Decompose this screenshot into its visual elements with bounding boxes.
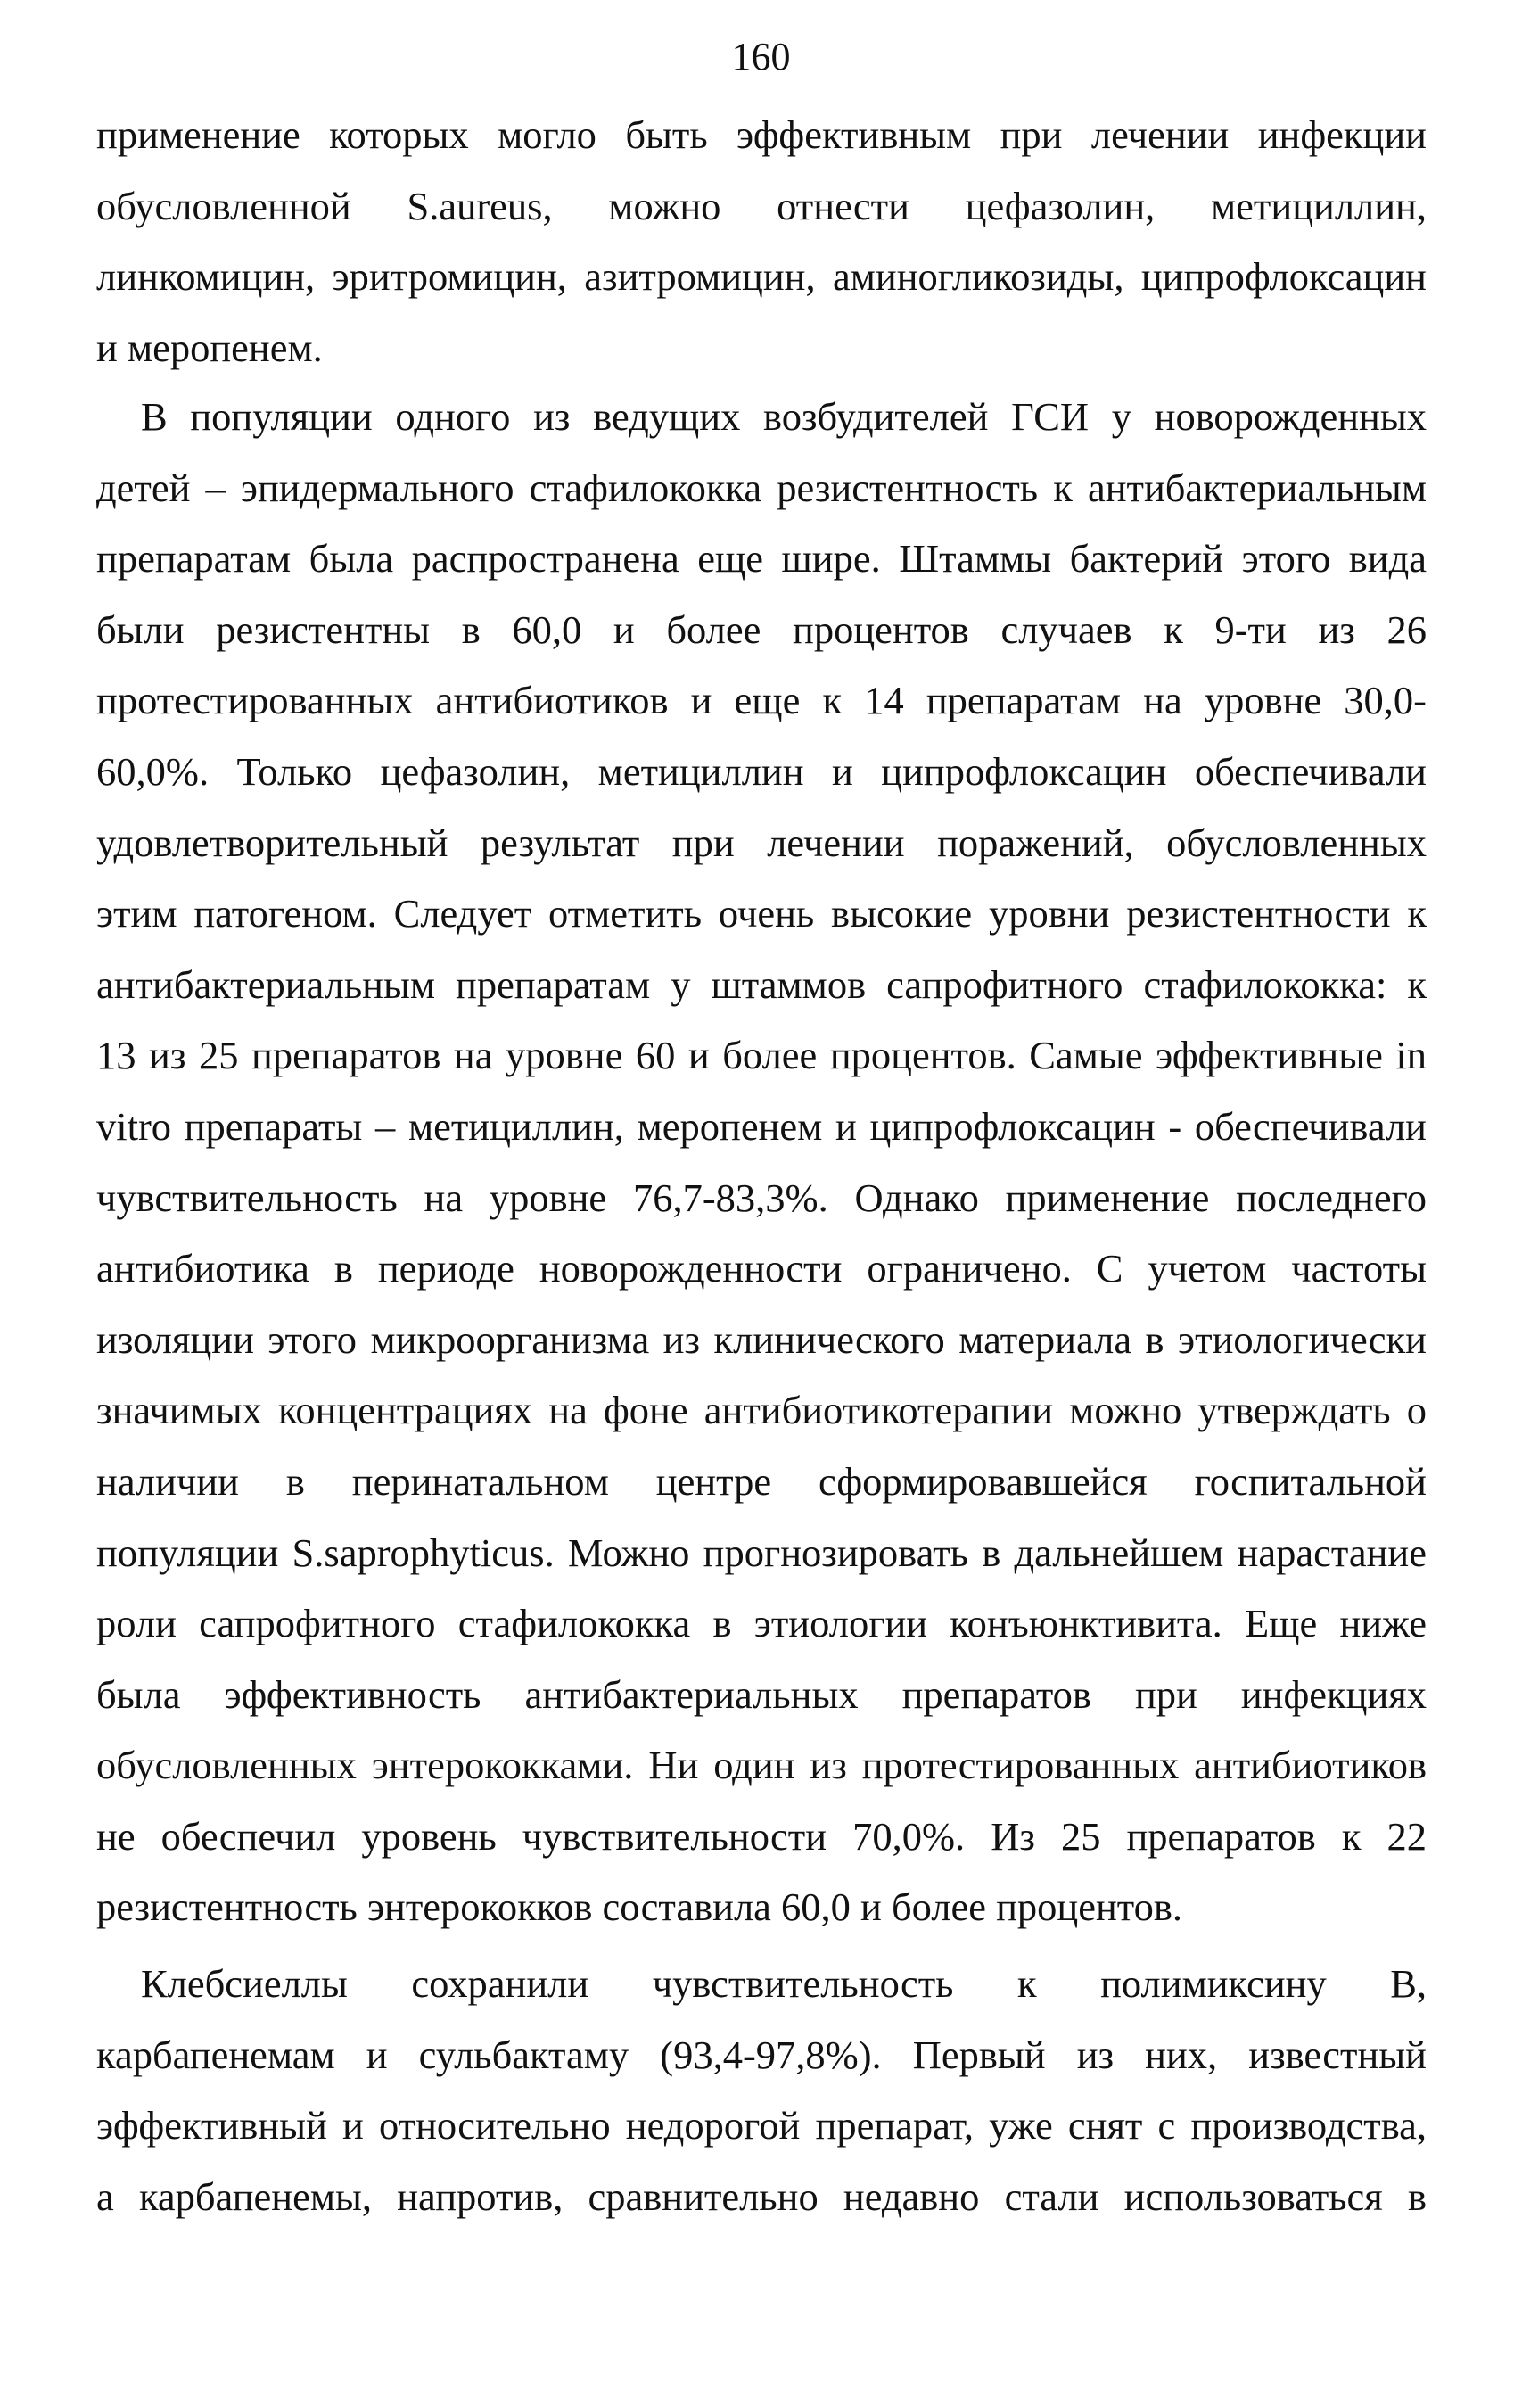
- paragraph-1: [96, 100, 1427, 383]
- text-line: 13 из 25 препаратов на уровне 60 и более процентов. Самые эффективные in: [96, 1033, 1427, 1078]
- text-line: антибиотика в периоде новорожденности ограничено. С учетом частоты: [96, 1246, 1427, 1291]
- text-line: была эффективность антибактериальных препаратов при инфекциях: [96, 1671, 1427, 1717]
- paragraph-3: [96, 1949, 1427, 2232]
- text-line: резистентность энтерококков составила 60,0 и более процентов.: [96, 1884, 1183, 1930]
- text-line: карбапенемам и сульбактаму (93,4-97,8%). Первый из них, известный: [96, 2032, 1427, 2077]
- text-line: применение которых могло быть эффективным при лечении инфекции: [96, 112, 1427, 157]
- text-line: обусловленных энтерококками. Ни один из протестированных антибиотиков: [96, 1743, 1427, 1788]
- text-line: Клебсиеллы сохранили чувствительность к полимиксину В,: [141, 1961, 1427, 2006]
- text-line: протестированных антибиотиков и еще к 14 препаратам на уровне 30,0-: [96, 678, 1427, 723]
- text-line: детей – эпидермального стафилококка резистентность к антибактериальным: [96, 465, 1427, 510]
- text-line: изоляции этого микроорганизма из клинического материала в этиологически: [96, 1316, 1427, 1362]
- paragraph-2: [96, 382, 1427, 1943]
- page-number: 160: [731, 35, 791, 78]
- text-line: В популяции одного из ведущих возбудителей ГСИ у новорожденных: [141, 394, 1427, 439]
- text-line: 60,0%. Только цефазолин, метициллин и ципрофлоксацин обеспечивали: [96, 748, 1427, 794]
- text-line: значимых концентрациях на фоне антибиотикотерапии можно утверждать о: [96, 1388, 1427, 1433]
- text-line: были резистентны в 60,0 и более процентов случаев к 9-ти из 26: [96, 606, 1427, 652]
- text-line: обусловленной S.aureus, можно отнести цефазолин, метициллин,: [96, 183, 1427, 228]
- text-line: роли сапрофитного стафилококка в этиологии конъюнктивита. Еще ниже: [96, 1601, 1427, 1646]
- text-line: антибактериальным препаратам у штаммов сапрофитного стафилококка: к: [96, 961, 1427, 1007]
- text-line: и меропенем.: [96, 325, 323, 370]
- text-line: чувствительность на уровне 76,7-83,3%. Однако применение последнего: [96, 1175, 1427, 1220]
- text-line: популяции S.saprophyticus. Можно прогнозировать в дальнейшем нарастание: [96, 1530, 1427, 1575]
- text-line: препаратам была распространена еще шире. Штаммы бактерий этого вида: [96, 536, 1427, 581]
- text-line: vitro препараты – метициллин, меропенем и ципрофлоксацин - обеспечивали: [96, 1103, 1427, 1149]
- text-line: а карбапенемы, напротив, сравнительно недавно стали использоваться в: [96, 2173, 1427, 2219]
- text-line: линкомицин, эритромицин, азитромицин, аминогликозиды, ципрофлоксацин: [96, 254, 1427, 300]
- text-line: не обеспечил уровень чувствительности 70,0%. Из 25 препаратов к 22: [96, 1813, 1427, 1859]
- text-line: наличии в перинатальном центре сформировавшейся госпитальной: [96, 1458, 1427, 1504]
- text-line: эффективный и относительно недорогой препарат, уже снят с производства,: [96, 2103, 1427, 2148]
- text-line: удовлетворительный результат при лечении поражений, обусловленных: [96, 820, 1427, 865]
- text-line: этим патогеном. Следует отметить очень высокие уровни резистентности к: [96, 891, 1427, 936]
